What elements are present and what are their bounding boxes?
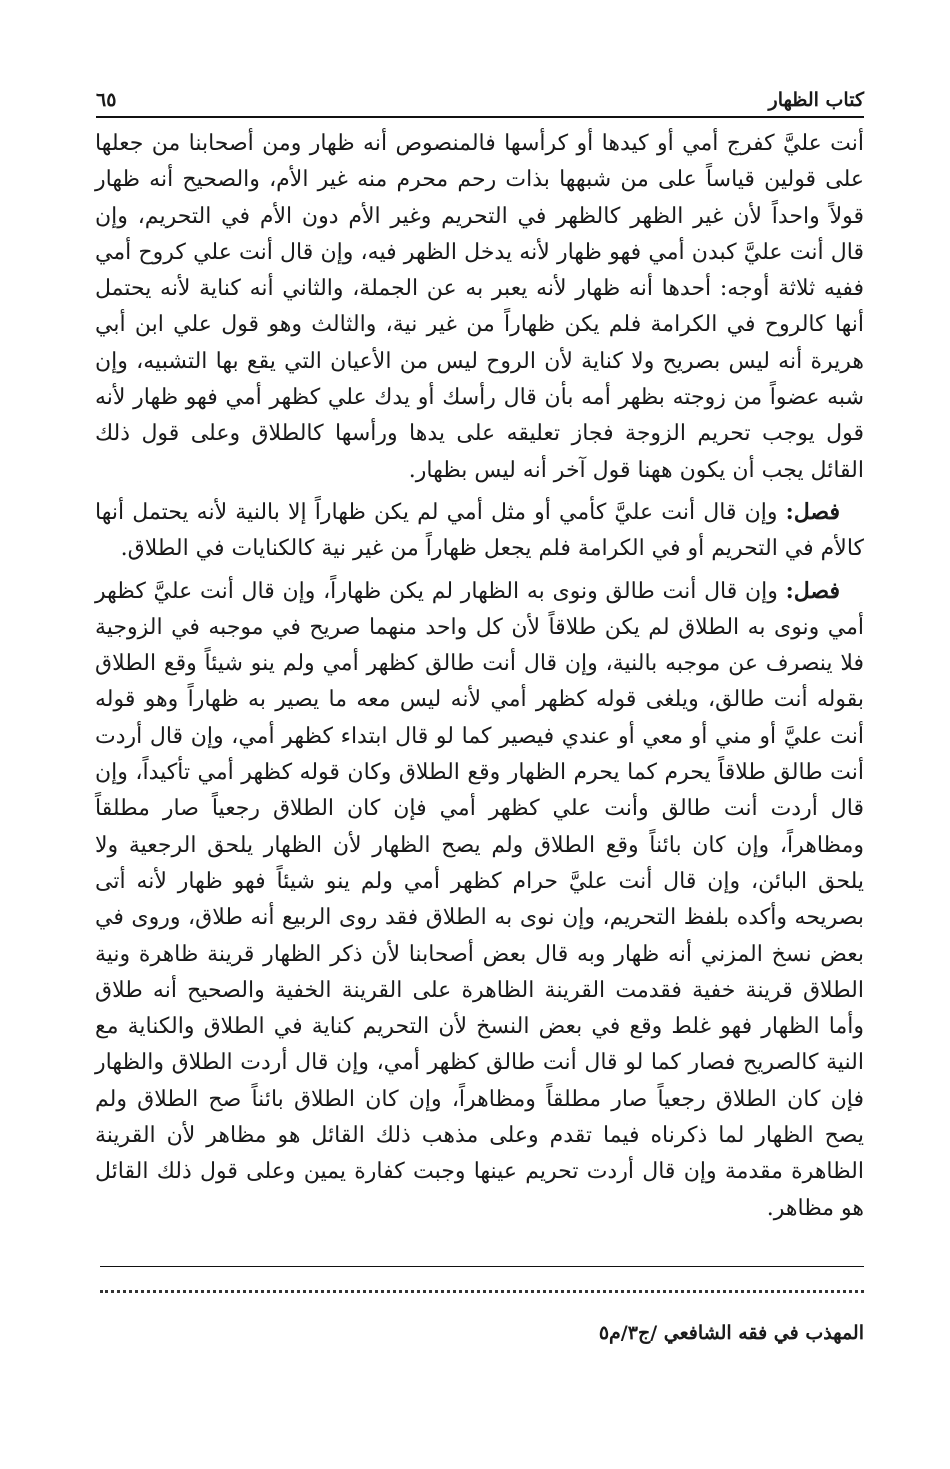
section-label: فصل:: [785, 577, 840, 604]
page-number: ٦٥: [96, 89, 117, 111]
running-title: كتاب الظهار: [768, 89, 864, 111]
body-text: [95, 126, 864, 1232]
section-label: فصل:: [785, 498, 840, 525]
paragraph-text: أنت عليَّ كفرج أمي أو كيدها أو كرأسها فالمنصوص أنه ظهار ومن أصحابنا من جعلها على قولين قياساً على من شبهها بذات رحم محرم منه غير الأم، والصحيح أنه ظهار قولاً واحداً لأن غير الظهر كالظهر في التحريم وغير الأم دون الأم في التحريم، وإن قال أنت عليَّ كبدن أمي فهو ظهار لأنه يدخل الظهر فيه، وإن قال أنت علي كروح أمي ففيه ثلاثة أوجه: أحدها أنه ظهار لأنه يعبر به عن الجملة، والثاني أنه كناية لأنه يحتمل أنها كالروح في الكرامة فلم يكن ظهاراً من غير نية، والثالث وهو قول علي ابن أبي هريرة أنه ليس بصريح ولا كناية لأن الروح ليس من الأعيان التي يقع بها التشبيه، وإن شبه عضواً من زوجته بظهر أمه بأن قال رأسك أو يدك علي كظهر أمي فهو ظهار لأنه قول يوجب تحريم الزوجة فجاز تعليقه على يدها ورأسها كالطلاق وعلى قول ذلك القائل يجب أن يكون ههنا قول آخر أنه ليس بظهار.: [95, 131, 864, 483]
page-header: [96, 86, 864, 118]
paragraph: [95, 126, 864, 489]
paragraph-fasl: [95, 573, 864, 1227]
footer-divider: [100, 1266, 864, 1267]
paragraph-fasl: [95, 494, 864, 568]
paragraph-text: وإن قال أنت طالق ونوى به الظهار لم يكن ظهاراً، وإن قال أنت عليَّ كظهر أمي ونوى به الطلاق لم يكن طلاقاً لأن كل واحد منهما صريح في موجبه في الزوجية فلا ينصرف عن موجبه بالنية، وإن قال أنت طالق كظهر أمي ولم ينو شيئاً وقع الطلاق بقوله أنت طالق، ويلغى قوله كظهر أمي لأنه ليس معه ما يصير به ظهاراً وهو قوله أنت عليَّ أو مني أو معي أو عندي فيصير كما لو قال ابتداء كظهر أمي، وإن قال أردت أنت طالق طلاقاً يحرم كما يحرم الظهار وقع الطلاق وكان قوله كظهر أمي تأكيداً، وإن قال أردت أنت طالق وأنت علي كظهر أمي فإن كان الطلاق رجعياً صار مطلقاً ومظاهراً، وإن كان بائناً وقع الطلاق ولم يصح الظهار لأن الظهار يلحق الرجعية ولا يلحق البائن، وإن قال أنت عليَّ حرام كظهر أمي ولم ينو شيئاً فهو ظهار لأنه أتى بصريحه وأكده بلفظ التحريم، وإن نوى به الطلاق فقد روى الربيع أنه طلاق، وروى في بعض نسخ المزني أنه ظهار وبه قال بعض أصحابنا لأن ذكر الظهار قرينة ظاهرة ونية الطلاق قرينة خفية فقدمت القرينة الظاهرة على القرينة الخفية والصحيح أنه طلاق وأما الظهار فهو غلط وقع في بعض النسخ لأن التحريم كناية في الطلاق والكناية مع النية كالصريح فصار كما لو قال أنت طالق كظهر أمي، وإن قال أردت الطلاق والظهار فإن كان الطلاق رجعياً صار مطلقاً ومظاهراً، وإن كان الطلاق بائناً صح الطلاق ولم يصح الظهار لما ذكرناه فيما تقدم وعلى مذهب ذلك القائل هو مظاهر لأن القرينة الظاهرة مقدمة وإن قال أردت تحريم عينها وجبت كفارة يمين وعلى قول ذلك القائل هو مظاهر.: [95, 578, 864, 1221]
paragraph-text: وإن قال أنت عليَّ كأمي أو مثل أمي لم يكن ظهاراً إلا بالنية لأنه يحتمل أنها كالأم في التحريم أو في الكرامة فلم يجعل ظهاراً من غير نية كالكنايات في الطلاق.: [95, 499, 864, 562]
book-signature: المهذب في فقه الشافعي /ج٣/م٥: [598, 1322, 864, 1344]
dotted-divider: [100, 1290, 864, 1307]
